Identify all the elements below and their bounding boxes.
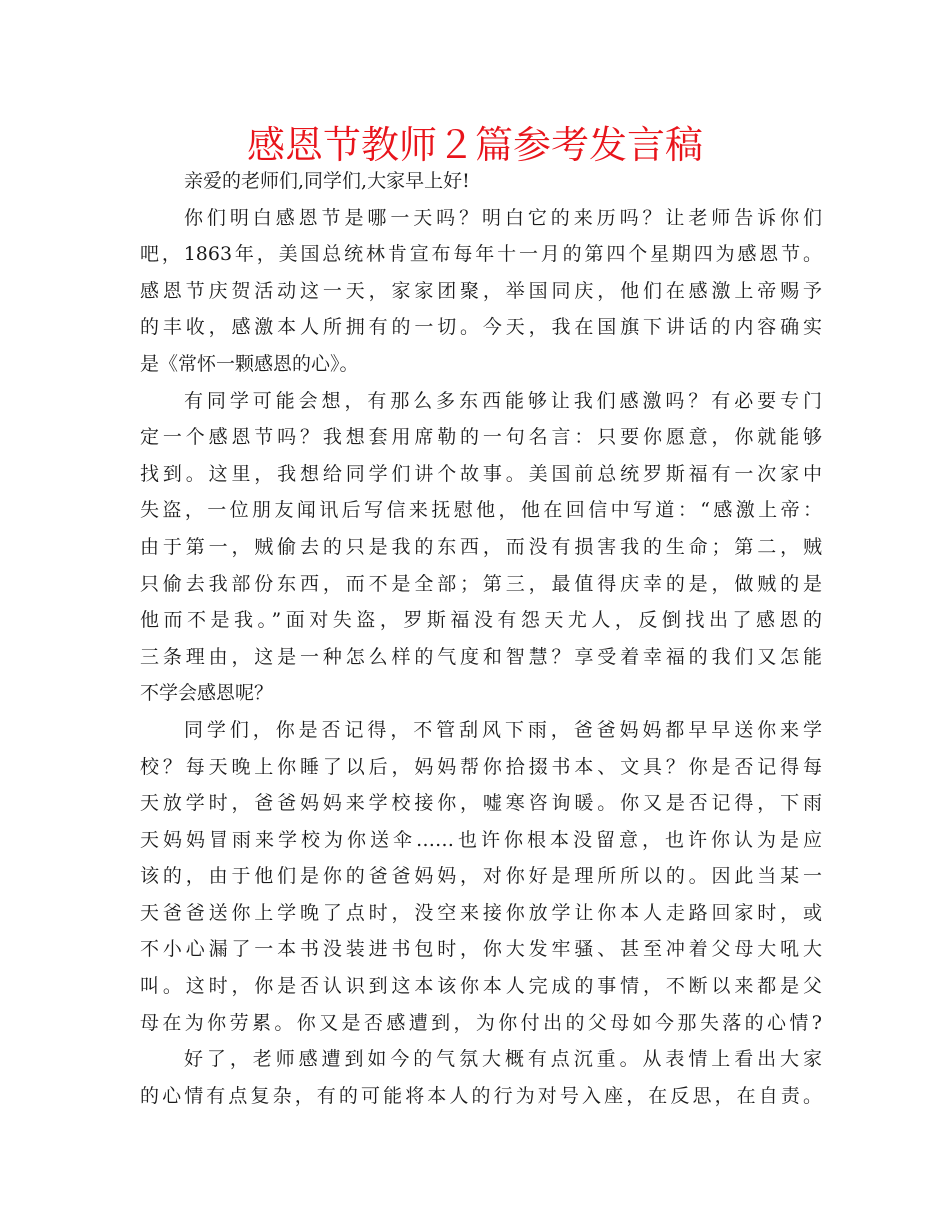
text-line: 同学们，你是否记得，不管刮风下雨，爸爸妈妈都早早送你来学 bbox=[184, 718, 822, 741]
text-line: 的丰收，感激本人所拥有的一切。今天，我在国旗下讲话的内容确实 bbox=[140, 316, 822, 339]
text-line: 母在为你劳累。你又是否感遭到，为你付出的父母如今那失落的心情? bbox=[140, 1011, 822, 1034]
text-line: 叫。这时，你是否认识到这本该你本人完成的事情，不断以来都是父 bbox=[140, 975, 822, 998]
text-line: 天妈妈冒雨来学校为你送伞……也许你根本没留意，也许你认为是应 bbox=[140, 828, 822, 851]
text-line: 他而不是我。”面对失盗，罗斯福没有怨天尤人，反倒找出了感恩的 bbox=[140, 609, 822, 632]
text-line: 由于第一，贼偷去的只是我的东西，而没有损害我的生命；第二，贼 bbox=[140, 535, 822, 558]
text-line: 好了，老师感遭到如今的气氛大概有点沉重。从表情上看出大家 bbox=[184, 1048, 822, 1071]
text-line: 校？每天晚上你睡了以后，妈妈帮你拾掇书本、文具？你是否记得每 bbox=[140, 755, 822, 778]
text-line: 亲爱的老师们,同学们,大家早上好! bbox=[184, 170, 470, 192]
text-line: 三条理由，这是一种怎么样的气度和智慧？享受着幸福的我们又怎能 bbox=[140, 645, 822, 668]
text-line: 你们明白感恩节是哪一天吗？明白它的来历吗？让老师告诉你们 bbox=[184, 206, 822, 229]
text-line: 有同学可能会想，有那么多东西能够让我们感激吗？有必要专门 bbox=[184, 389, 822, 412]
text-line: 该的，由于他们是你的爸爸妈妈，对你好是理所所以的。因此当某一 bbox=[140, 865, 822, 888]
text-line: 找到。这里，我想给同学们讲个故事。美国前总统罗斯福有一次家中 bbox=[140, 462, 822, 485]
text-line: 不学会感恩呢？ bbox=[140, 682, 274, 705]
text-line: 吧，1863年，美国总统林肯宣布每年十一月的第四个星期四为感恩节。 bbox=[140, 243, 822, 266]
text-line: 定一个感恩节吗？我想套用席勒的一句名言：只要你愿意，你就能够 bbox=[140, 426, 822, 449]
text-line: 不小心漏了一本书没装进书包时，你大发牢骚、甚至冲着父母大吼大 bbox=[140, 938, 822, 961]
document-title: 感恩节教师２篇参考发言稿 bbox=[246, 123, 703, 167]
document-body bbox=[140, 163, 822, 1114]
text-line: 的心情有点复杂，有的可能将本人的行为对号入座，在反思，在自责。 bbox=[140, 1084, 822, 1107]
text-line: 只偷去我部份东西，而不是全部；第三，最值得庆幸的是，做贼的是 bbox=[140, 572, 822, 595]
text-line: 是《常怀一颗感恩的心》。 bbox=[140, 352, 359, 375]
text-line: 天爸爸送你上学晚了点时，没空来接你放学让你本人走路回家时，或 bbox=[140, 901, 822, 924]
text-line: 失盗，一位朋友闻讯后写信来抚慰他，他在回信中写道：“感激上帝： bbox=[140, 499, 822, 522]
text-line: 感恩节庆贺活动这一天，家家团聚，举国同庆，他们在感激上帝赐予 bbox=[140, 279, 822, 302]
text-line: 天放学时，爸爸妈妈来学校接你，嘘寒咨询暖。你又是否记得，下雨 bbox=[140, 792, 822, 815]
